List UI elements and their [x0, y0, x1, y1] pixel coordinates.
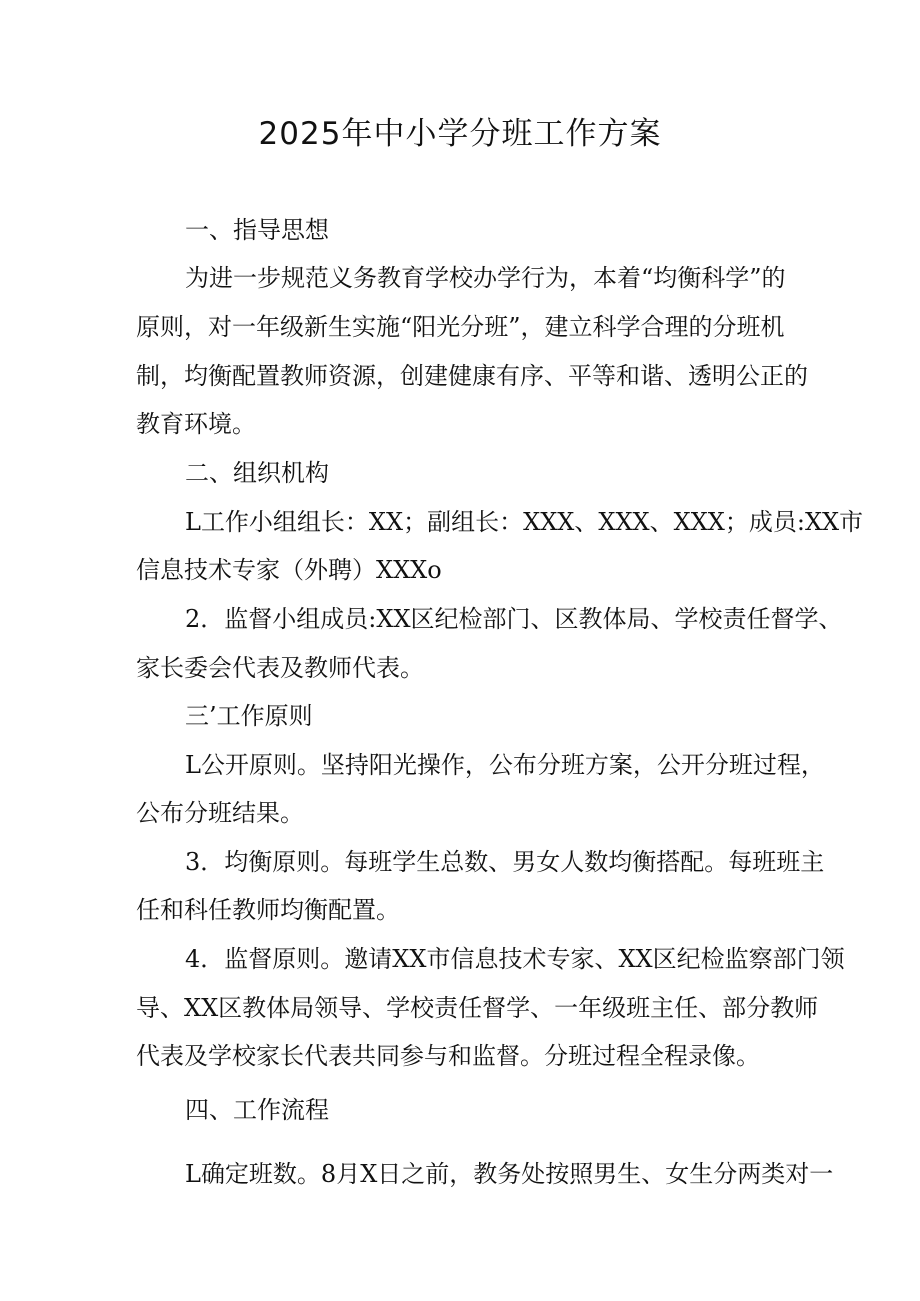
paragraph-line: L工作小组组长：XX；副组长：XXX、XXX、XXX；成员:XX市: [185, 508, 864, 536]
section-heading-organization: 二、组织机构: [185, 459, 329, 487]
section-heading-workflow: 四、工作流程: [185, 1096, 329, 1124]
paragraph-line: 代表及学校家长代表共同参与和监督。分班过程全程录像。: [136, 1042, 760, 1070]
paragraph-line: 导、XX区教体局领导、学校责任督学、一年级班主任、部分教师: [136, 994, 819, 1022]
paragraph-line: 教育环境。: [136, 410, 256, 438]
section-heading-guiding-ideology: 一、指导思想: [185, 216, 329, 244]
paragraph-line: 公布分班结果。: [136, 799, 304, 827]
paragraph-line: 任和科任教师均衡配置。: [136, 896, 400, 924]
paragraph-line: 原则，对一年级新生实施“阳光分班”，建立科学合理的分班机: [136, 313, 785, 341]
paragraph-line: 2．监督小组成员:XX区纪检部门、区教体局、学校责任督学、: [185, 605, 843, 633]
paragraph-line: L确定班数。8月X日之前，教务处按照男生、女生分两类对一: [185, 1160, 834, 1188]
section-heading-principles: 三’工作原则: [185, 702, 313, 730]
paragraph-line: 制，均衡配置教师资源，创建健康有序、平等和谐、透明公正的: [136, 362, 808, 390]
paragraph-line: 家长委会代表及教师代表。: [136, 654, 424, 682]
paragraph-line: 信息技术专家（外聘）XXXo: [136, 556, 442, 584]
document-title: 2025年中小学分班工作方案: [258, 116, 662, 152]
paragraph-line: 4．监督原则。邀请XX市信息技术专家、XX区纪检监察部门领: [185, 945, 845, 973]
paragraph-line: 3．均衡原则。每班学生总数、男女人数均衡搭配。每班班主: [185, 848, 825, 876]
paragraph-line: 为进一步规范义务教育学校办学行为，本着“均衡科学”的: [185, 264, 786, 292]
paragraph-line: L公开原则。坚持阳光操作，公布分班方案，公开分班过程，: [185, 751, 825, 779]
